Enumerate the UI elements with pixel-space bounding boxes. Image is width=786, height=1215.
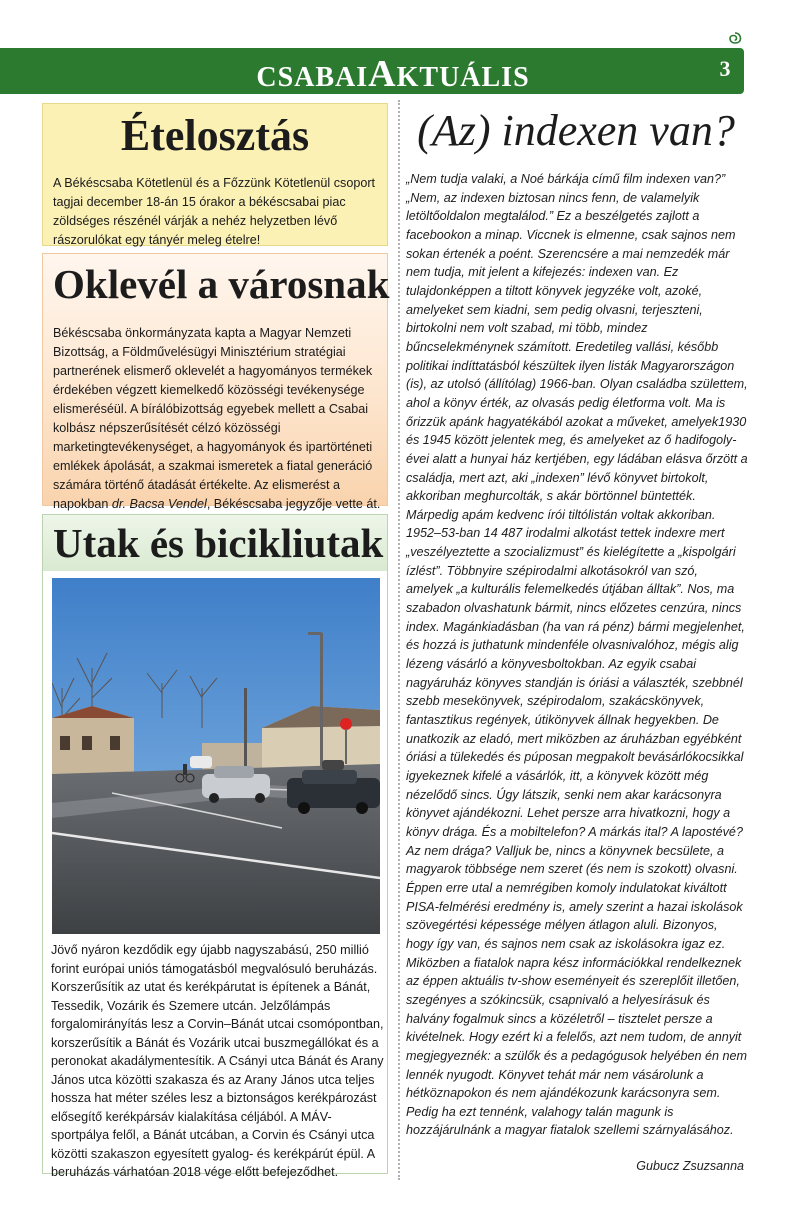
article-body: „Nem tudja valaki, a Noé bárkája című film indexen van?” „Nem, az indexen biztosan nincs fenn, de valamelyik letöltőoldalon megtalálod.” Ez a beszélgetés zajlott a facebookon a minap. Viccnek is elmenne, csak sajnos nem sokan értenék a poént. Szerencsére a mai nemzedék már nem tudja, mit jelent a kifejezés: indexen van. Ez tulajdonképpen a tiltott könyvek jegyzéke volt, azoké, amelyeket sem kiadni, sem pedig olvasni, terjeszteni, birtokolni nem volt szabad, mi több, mindez bűncselekménynek számított. Eredetileg vallási, később politikai indíttatásból készültek ilyen listák Magyarországon (is), az utolsó (állítólag) 1966-ban. Olyan családba születtem, ahol a könyv érték, az olvasás pedig életforma volt. Ma is őrizzük apánk hagyatékából azokat a műveket, amelyek1930 és 1945 között jelentek meg, és amelyeket az ő hadifogoly-évei alatt a hunyai ház kertjében, egy ládában elásva őrzött a családja, mert azt, aki „indexen” lévő könyvet birtokolt, akkoriban meghurcolták, s akár börtönnel büntették. Márpedig apám kedvenc írói tiltólistán voltak akkoriban. 1952–53-ban 14 487 irodalmi alkotást tettek indexre mert „veszélyeztette a szocializmust” és kielégítette a „kispolgári ízlést”. Többnyire szépirodalmi alkotásokról van szó, amelyek „a kulturális felemelkedés útjában álltak”. Nos, ma szabadon olvashatunk bármit, nincs előzetes cenzúra, nincs index. Magánkiadásban (ha van rá pénz) bármi megjelenhet, és hozzá is juthatunk mindenféle olvasnivalóhoz, mégis alig lézeng vásárló a könyvesboltokban. Az egyik csabai nagyáruház könyves standján is óriási a választék, szebbnél szebb mesekönyvek, szépirodalom, szakácskönyvek, fantasztikus regények, útikönyvek állnak hegyekben. De unatkozik az eladó, mert miközben az áruházban egyébként óriási a tülekedés és púposan megpakolt bevásárlókocsikkal igyekeznek kifelé a vásárlók, itt, a könyvek között még nézelődő sincs. Úgy látszik, senki nem akar karácsonyra könyvet ajándékozni. Lehet persze arra hivatkozni, hogy a könyv drága. És a mobiltelefon? A márkás ital? A lapostévé? Az nem drága? Valljuk be, nincs a könyvnek becsülete, a magyarok többsége nem szeret (és nem is szokott) olvasni. Éppen erre utal a nemrégiben komoly indulatokat kiváltott PISA-felmérési eredmény is, amely szerint a hazai iskolások szövegértési képessége mélyen átlagon aluli. Bizonyos, hogy így van, és sajnos nem csak az iskolásokra igaz ez. Miközben a fiatalok napra kész információkkal rendelkeznek az éppen aktuális tv-show eseményeit és szereplőit illetően, szegényes a szókincsük, csapnivaló a helyesírásuk és halvány fogalmuk sincs a közéletről – tisztelet persze a kivételnek. Hogy ezért ki a felelős, azt nem tudom, de annyit megjegyeznék: a szülők és a pedagógusok helyében én nem lennék nyugodt. Könyvet tehát már nem vásárolunk a hétköznapokon és nem ajándékozunk karácsonyra sem. Pedig ha ezt tennénk, valahogy talán magunk is hozzájárulnánk a magyar fiatalok szellemi szárnyalásához. bbox=[406, 172, 748, 1138]
body-text: Békéscsaba önkormányzata kapta a Magyar Nemzeti Bizottság, a Földművelésügyi Minisztérium stratégiai partnerének elismerő oklevelét a hagyományos termékek érdekében végzett kiemelkedő közösségi tevékenysége elismeréséül. A bírálóbizottság egyebek mellett a Csabai kolbász népszerűsítését célzó közösségi marketingtevékenységet, a hagyományok és ipartörténeti emlékek ápolását, a szakmai ismeretek a fiatal generáció számára történő átadását értékelte. Az elismerést a napokban bbox=[53, 326, 373, 511]
article-title: Ételosztás bbox=[120, 111, 310, 160]
street-intersection-photo bbox=[52, 578, 380, 934]
person-name: dr. Bacsa Vendel bbox=[111, 497, 207, 511]
article-utak bbox=[42, 514, 388, 1179]
article-title: Oklevél a városnak bbox=[53, 261, 390, 307]
article-body: Jövő nyáron kezdődik egy újabb nagyszabású, 250 millió forint európai uniós támogatásból megvalósuló beruházás. Korszerűsítik az utat és kerékpárutat is építenek a Bánát, Tessedik, Vozárik és Szemere utcán. Jelzőlámpás forgalomirányítás lesz a Corvin–Bánát utcai csomópontban, korszerűsítik a Bánát és Vozárik utcai buszmegállókat és a peronokat akadálymentesítik. A Csányi utca Bánát és Arany János utca közötti szakasza és az Arany János utca teljes hossza hat méter széles lesz a biztonságos kerékpározást elősegítő kerékpársáv kialakítása céljából. A MÁV-sportpálya felől, a Bánát utcában, a Corvin és Csányi utca közötti szakaszon egyesített gyalog- és kerékpárút épül. A beruházás várhatóan 2018 vége előtt befejeződhet. bbox=[51, 943, 384, 1179]
masthead-title bbox=[0, 52, 786, 96]
author-byline: Gubucz Zsuzsanna bbox=[636, 1159, 744, 1173]
article-body: A Békéscsaba Kötetlenül és a Főzzünk Kötetlenül csoport tagjai december 18-án 15 órakor a békéscsabai piac zöldséges részénél várják a nehéz helyzetben lévő rászorulókat egy tányér meleg ételre! bbox=[53, 176, 376, 247]
column-divider bbox=[398, 100, 400, 1180]
body-text-end: , Békéscsaba jegyzője vette át. bbox=[206, 497, 381, 511]
article-title: (Az) indexen van? bbox=[417, 106, 735, 155]
article-oklevel bbox=[42, 253, 390, 511]
masthead-part3: KTUÁLIS bbox=[396, 62, 530, 93]
page-number: 3 bbox=[719, 56, 731, 81]
masthead-part2: A bbox=[368, 53, 397, 95]
article-etelosztas bbox=[42, 103, 388, 246]
swirl-icon bbox=[728, 31, 742, 45]
article-title: Utak és bicikliutak bbox=[53, 520, 384, 566]
masthead-part1: CSABAI bbox=[256, 62, 369, 93]
article-body bbox=[53, 324, 383, 514]
